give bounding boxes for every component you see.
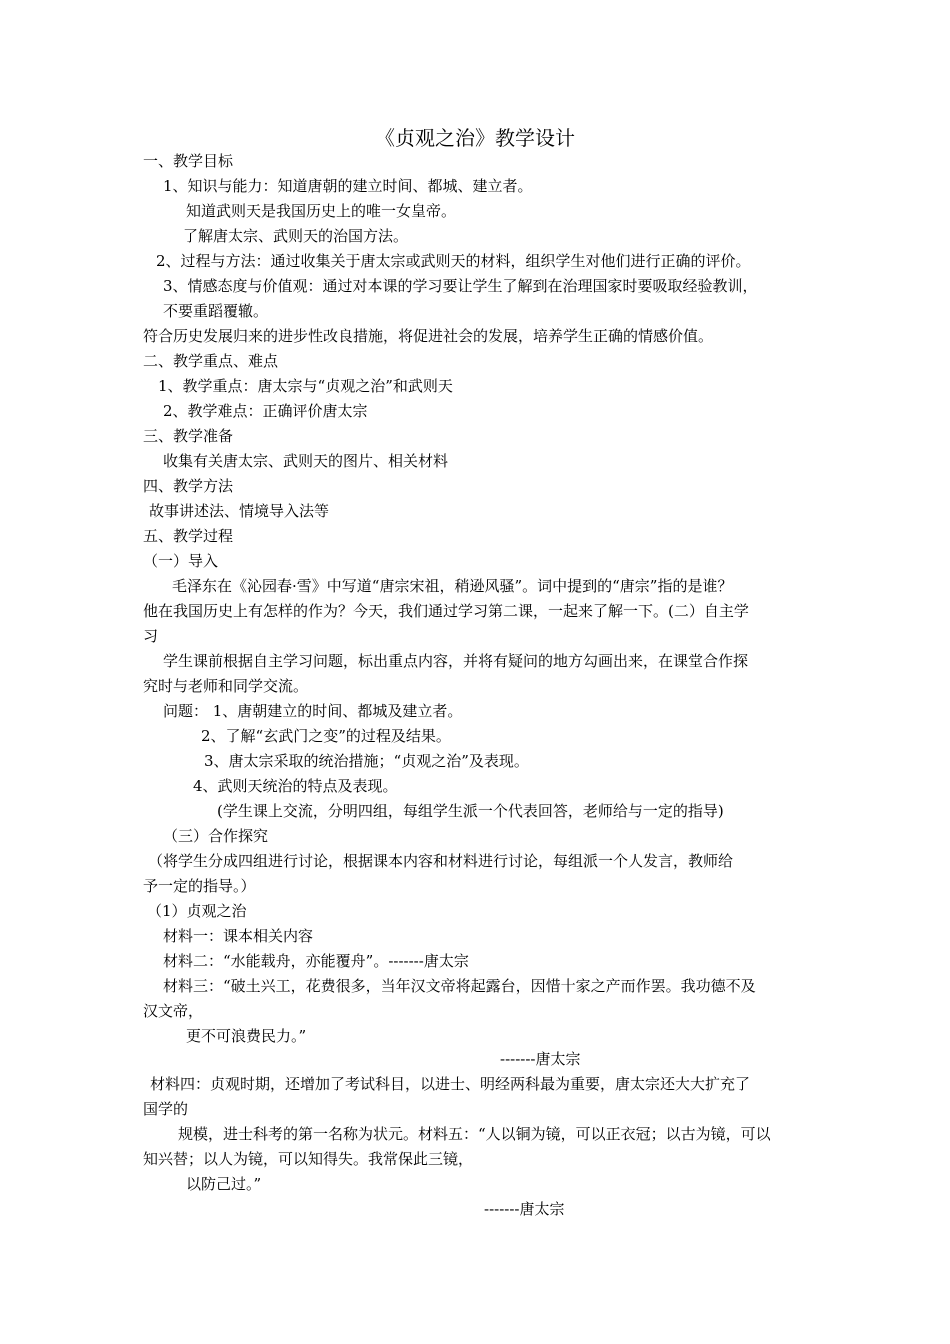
question-line: 问题： 1、唐朝建立的时间、都城及建立者。: [163, 702, 463, 720]
text-line: 2、过程与方法：通过收集关于唐太宗或武则天的材料，组织学生对他们进行正确的评价。: [156, 252, 751, 270]
text-line: 2、教学难点：正确评价唐太宗: [163, 402, 368, 420]
question-line: 2、了解“玄武门之变”的过程及结果。: [201, 727, 451, 745]
subsection-heading: （一）导入: [143, 552, 219, 570]
question-line: 4、武则天统治的特点及表现。: [193, 777, 398, 795]
text-line: 符合历史发展归来的进步性改良措施，将促进社会的发展，培养学生正确的情感价值。: [143, 327, 714, 345]
section-heading: 二、教学重点、难点: [143, 352, 279, 370]
material-line: 国学的: [143, 1100, 189, 1118]
text-line: 了解唐太宗、武则天的治国方法。: [183, 227, 409, 245]
text-line: 学生课前根据自主学习问题，标出重点内容，并将有疑问的地方勾画出来，在课堂合作探: [163, 652, 749, 670]
text-line: 究时与老师和同学交流。: [143, 677, 309, 695]
material-line: 材料二：“水能载舟，亦能覆舟”。-------唐太宗: [163, 952, 469, 970]
section-heading: 五、教学过程: [143, 527, 234, 545]
document-title: 《贞观之治》教学设计: [375, 126, 575, 150]
attribution: -------唐太宗: [500, 1050, 581, 1068]
section-heading: 三、教学准备: [143, 427, 234, 445]
material-line: 规模，进士科考的第一名称为状元。材料五：“人以铜为镜，可以正衣冠；以古为镜，可以: [178, 1125, 771, 1143]
subsection-heading: （1）贞观之治: [147, 902, 247, 920]
section-heading: 一、教学目标: [143, 152, 234, 170]
question-line: 3、唐太宗采取的统治措施；“贞观之治”及表现。: [204, 752, 529, 770]
subsection-heading: （三）合作探究: [163, 827, 269, 845]
material-line: 材料一：课本相关内容: [163, 927, 314, 945]
attribution: -------唐太宗: [484, 1200, 565, 1218]
material-line: 汉文帝，: [143, 1002, 204, 1020]
text-line: 毛泽东在《沁园春·雪》中写道“唐宗宋祖，稍逊风骚”。词中提到的“唐宗”指的是谁？: [172, 577, 733, 595]
text-line: 他在我国历史上有怎样的作为？今天，我们通过学习第二课，一起来了解一下。(二）自主学: [143, 602, 749, 620]
material-line: 更不可浪费民力。”: [186, 1027, 307, 1045]
material-line: 材料四：贞观时期，还增加了考试科目，以进士、明经两科最为重要，唐太宗还大大扩充了: [150, 1075, 751, 1093]
text-line: (学生课上交流，分明四组，每组学生派一个代表回答，老师给与一定的指导): [217, 802, 724, 820]
text-line: 1、知识与能力：知道唐朝的建立时间、都城、建立者。: [163, 177, 533, 195]
text-line: 习: [143, 627, 159, 645]
text-line: 知道武则天是我国历史上的唯一女皇帝。: [186, 202, 457, 220]
text-line: 收集有关唐太宗、武则天的图片、相关材料: [163, 452, 449, 470]
text-line: （将学生分成四组进行讨论，根据课本内容和材料进行讨论，每组派一个人发言，教师给: [148, 852, 734, 870]
section-heading: 四、教学方法: [143, 477, 234, 495]
material-line: 以防己过。”: [186, 1175, 262, 1193]
text-line: 予一定的指导。）: [143, 877, 256, 895]
text-line: 不要重蹈覆辙。: [163, 302, 269, 320]
material-line: 知兴替；以人为镜，可以知得失。我常保此三镜，: [143, 1150, 474, 1168]
material-line: 材料三：“破土兴工，花费很多，当年汉文帝将起露台，因惜十家之产而作罢。我功德不及: [163, 977, 756, 995]
text-line: 1、教学重点：唐太宗与“贞观之治”和武则天: [158, 377, 453, 395]
text-line: 故事讲述法、情境导入法等: [149, 502, 330, 520]
text-line: 3、情感态度与价值观：通过对本课的学习要让学生了解到在治理国家时要吸取经验教训，: [163, 277, 758, 295]
